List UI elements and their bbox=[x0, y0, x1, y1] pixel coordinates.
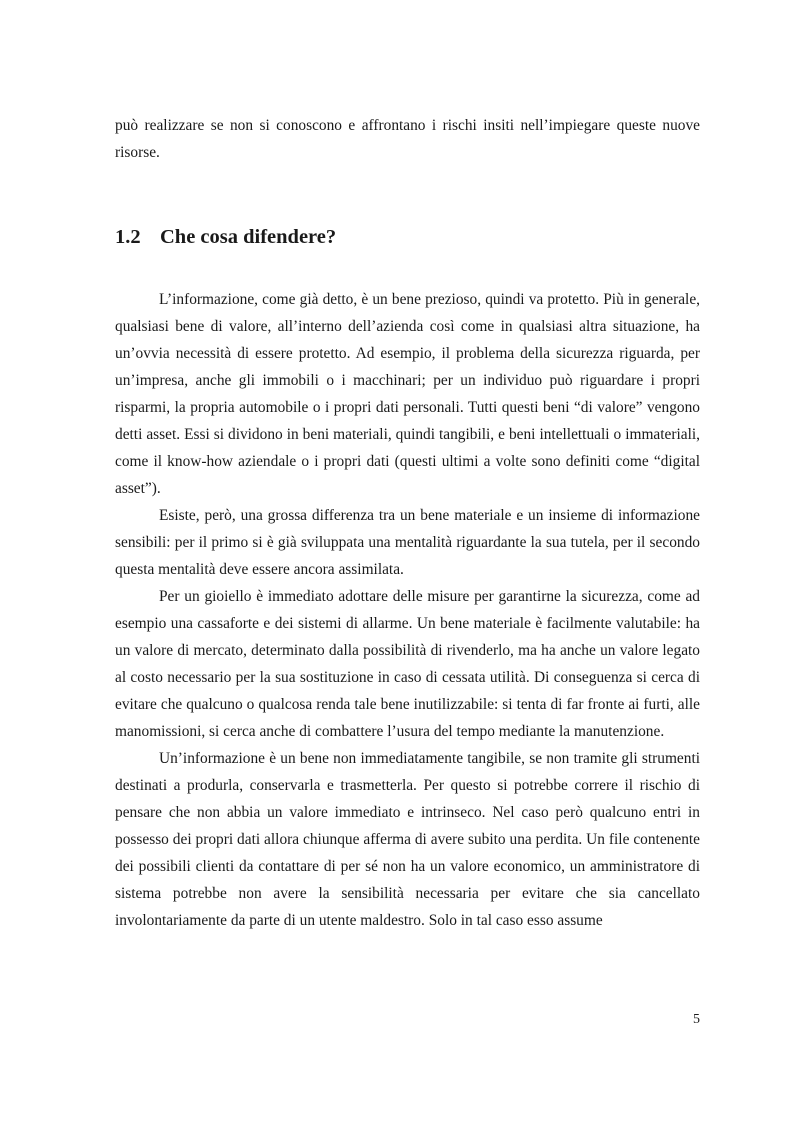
section-title: Che cosa difendere? bbox=[160, 226, 337, 248]
continuation-paragraph bbox=[115, 112, 700, 166]
paragraph-4: Un’informazione è un bene non immediatamente tangibile, se non tramite gli strumenti destinati a produrla, conservarla e trasmetterla. Per questo si potrebbe correre il rischio di pensare che non abbia un valore immediato e intrinseco. Nel caso però qualcuno entri in possesso dei propri dati allora chiunque afferma di avere subito una perdita. Un file contenente dei possibili clienti da contattare di per sé non ha un valore economico, un amministratore di sistema potrebbe non avere la sensibilità necessaria per evitare che sia cancellato involontariamente da parte di un utente maldestro. Solo in tal caso esso assume bbox=[115, 750, 700, 929]
section-number: 1.2 bbox=[115, 226, 141, 248]
section-heading bbox=[115, 226, 336, 249]
paragraph-2: Esiste, però, una grossa differenza tra un bene materiale e un insieme di informazione sensibili: per il primo si è già sviluppata una mentalità riguardante la sua tutela, per il secondo questa mentalità deve essere ancora assimilata. bbox=[115, 507, 700, 578]
section-body bbox=[115, 286, 700, 934]
paragraph-3: Per un gioiello è immediato adottare delle misure per garantirne la sicurezza, come ad esempio una cassaforte e dei sistemi di allarme. Un bene materiale è facilmente valutabile: ha un valore di mercato, determinato dalla possibilità di rivenderlo, ma ha anche un valore legato al costo necessario per la sua sostituzione in caso di cessata utilità. Di conseguenza si cerca di evitare che qualcuno o qualcosa renda tale bene inutilizzabile: si tenta di far fronte ai furti, alle manomissioni, si cerca anche di combattere l’usura del tempo mediante la manutenzione. bbox=[115, 588, 700, 740]
paragraph-1: L’informazione, come già detto, è un bene prezioso, quindi va protetto. Più in generale, qualsiasi bene di valore, all’interno dell’azienda così come in qualsiasi altra situazione, ha un’ovvia necessità di essere protetto. Ad esempio, il problema della sicurezza riguarda, per un’impresa, anche gli immobili o i macchinari; per un individuo può riguardare i propri risparmi, la propria automobile o i propri dati personali. Tutti questi beni “di valore” vengono detti asset. Essi si dividono in beni materiali, quindi tangibili, e beni intellettuali o immateriali, come il know-how aziendale o i propri dati (questi ultimi a volte sono definiti come “digital asset”). bbox=[115, 291, 700, 497]
page-number: 5 bbox=[693, 1012, 700, 1027]
paragraph-text: può realizzare se non si conoscono e affrontano i rischi insiti nell’impiegare queste nuove risorse. bbox=[115, 117, 700, 161]
